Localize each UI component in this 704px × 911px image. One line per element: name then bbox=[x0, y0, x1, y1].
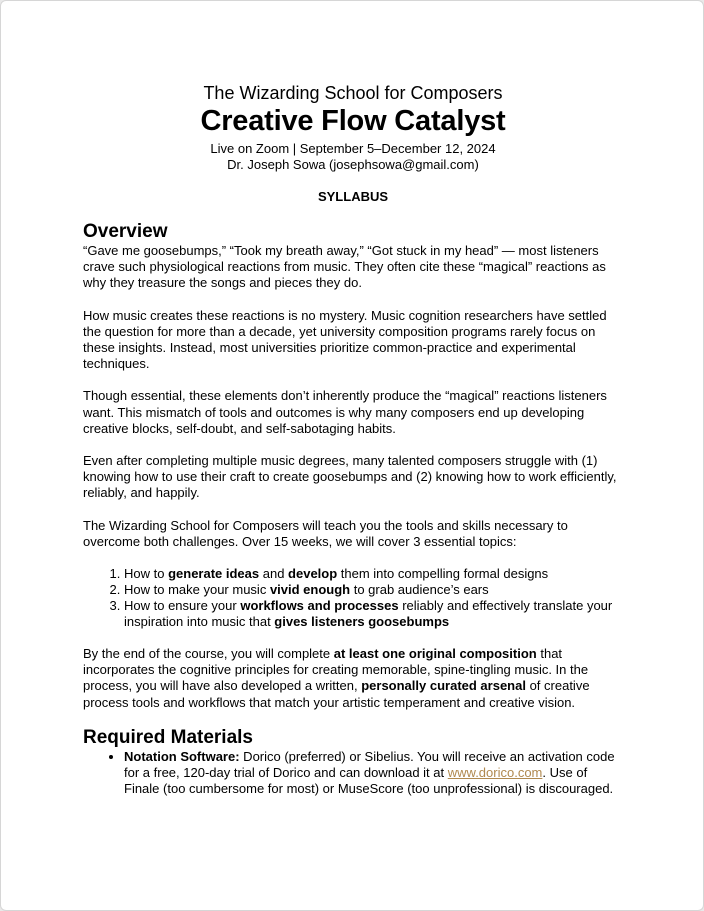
topic-item: 2. How to make your music vivid enough to grab audience’s ears bbox=[124, 582, 623, 598]
overview-paragraph-5: The Wizarding School for Composers will teach you the tools and skills necessary to overcome both challenges. Over 15 weeks, we will cover 3 essential topics: bbox=[83, 517, 568, 549]
document-content bbox=[83, 83, 623, 797]
overview-paragraph-1: “Gave me goosebumps,” “Took my breath away,” “Got stuck in my head” — most listeners crave such physiological reactions from music. They often cite these “magical” reactions as why they treasure the songs and pieces they do. bbox=[83, 243, 606, 291]
overview-paragraph-6: By the end of the course, you will complete at least one original composition that incorporates the cognitive principles for creating memorable, spine-tingling music. In the process, you will have also developed a written, personally curated arsenal of creative process tools and workflows that match your artistic temperament and creative vision. bbox=[83, 646, 590, 710]
required-materials-heading: Required Materials bbox=[83, 726, 253, 748]
materials-item-notation-software: • Notation Software: Dorico (preferred) or Sibelius. You will receive an activation code for a free, 120-day trial of Dorico and can download it at www.dorico.com. Use of Finale (too cumbersome for most) or MuseScore (too unprofessional) is discouraged. bbox=[124, 749, 623, 797]
overview-paragraph-3: Though essential, these elements don’t inherently produce the “magical” reactions listeners want. This mismatch of tools and outcomes is why many composers end up developing creative blocks, self-doubt, and self-sabotaging habits. bbox=[83, 388, 607, 436]
overview-paragraph-2: How music creates these reactions is no mystery. Music cognition researchers have settled the question for more than a decade, yet university composition programs rarely focus on these insights. Instead, most universities prioritize common-practice and experimental techniques. bbox=[83, 307, 607, 372]
topic-item: 3. How to ensure your workflows and processes reliably and effectively translate your inspiration into music that gives listeners goosebumps bbox=[124, 598, 623, 630]
school-name: The Wizarding School for Composers bbox=[203, 83, 503, 103]
dorico-link[interactable]: www.dorico.com bbox=[447, 764, 543, 780]
topic-item: 1. How to generate ideas and develop them into compelling formal designs bbox=[124, 566, 623, 582]
syllabus-header bbox=[83, 83, 623, 205]
course-title: Creative Flow Catalyst bbox=[200, 105, 506, 137]
syllabus-label: SYLLABUS bbox=[317, 189, 389, 204]
overview-paragraph-4: Even after completing multiple music degrees, many talented composers struggle with (1) knowing how to use their craft to create goosebumps and (2) knowing how to work efficiently, reliably, and happily. bbox=[83, 453, 617, 501]
topics-list bbox=[83, 566, 623, 630]
materials-list bbox=[83, 749, 623, 797]
course-dates: Live on Zoom | September 5–December 12, 2024 bbox=[210, 141, 496, 156]
instructor-info: Dr. Joseph Sowa (josephsowa@gmail.com) bbox=[227, 157, 479, 172]
overview-heading: Overview bbox=[83, 221, 168, 242]
